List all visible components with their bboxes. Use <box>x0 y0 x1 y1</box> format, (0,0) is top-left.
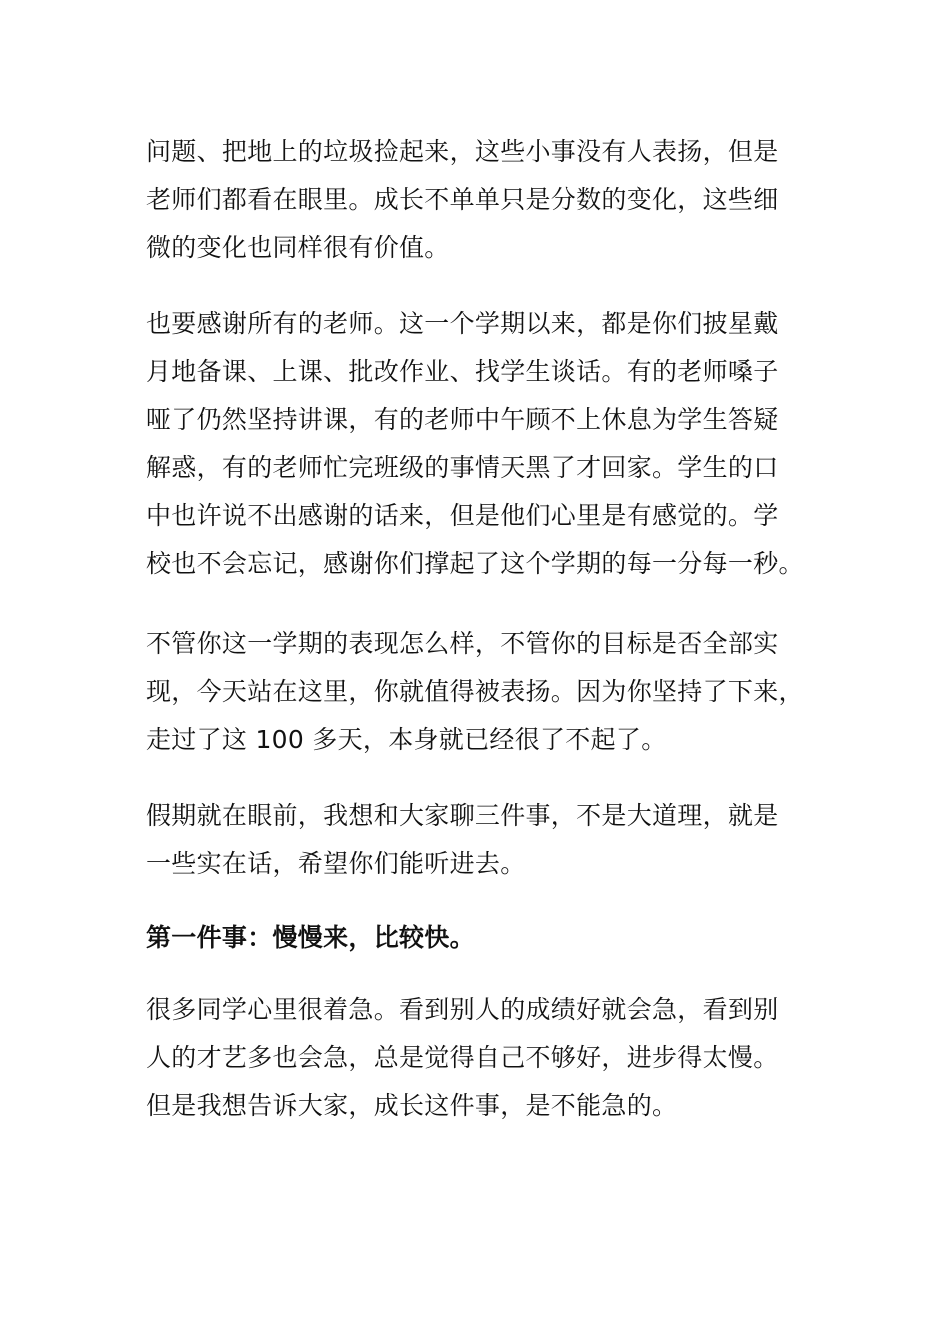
text-line: 中也许说不出感谢的话来，但是他们心里是有感觉的。学 <box>146 501 779 530</box>
text-line: 哑了仍然坚持讲课，有的老师中午顾不上休息为学生答疑 <box>146 405 779 434</box>
text-line: 假期就在眼前，我想和大家聊三件事，不是大道理，就是 <box>146 801 779 830</box>
text-line: 解惑，有的老师忙完班级的事情天黑了才回家。学生的口 <box>146 453 779 482</box>
text-line: 校也不会忘记，感谢你们撑起了这个学期的每一分每一秒。 <box>146 549 804 578</box>
text-line: 很多同学心里很着急。看到别人的成绩好就会急，看到别 <box>146 995 779 1024</box>
text-line: 月地备课、上课、批改作业、找学生谈话。有的老师嗓子 <box>146 357 779 386</box>
text-line: 走过了这 100 多天，本身就已经很了不起了。 <box>146 725 667 754</box>
text-line: 问题、把地上的垃圾捡起来，这些小事没有人表扬，但是 <box>146 137 779 166</box>
text-line: 但是我想告诉大家，成长这件事，是不能急的。 <box>146 1091 678 1120</box>
text-line: 一些实在话，希望你们能听进去。 <box>146 849 526 878</box>
paragraph-praise-small-things <box>146 128 806 272</box>
text-line: 人的才艺多也会急，总是觉得自己不够好，进步得太慢。 <box>146 1043 779 1072</box>
text-line: 老师们都看在眼里。成长不单单只是分数的变化，这些细 <box>146 185 779 214</box>
text-line: 也要感谢所有的老师。这一个学期以来，都是你们披星戴 <box>146 309 779 338</box>
text-line: 现，今天站在这里，你就值得被表扬。因为你坚持了下来， <box>146 677 804 706</box>
paragraph-three-things-intro <box>146 792 806 888</box>
text-line: 微的变化也同样很有价值。 <box>146 233 450 262</box>
paragraph-thank-teachers <box>146 300 806 588</box>
text-line: 不管你这一学期的表现怎么样，不管你的目标是否全部实 <box>146 629 779 658</box>
paragraph-worthy-of-praise <box>146 620 806 764</box>
paragraph-do-not-rush <box>146 986 806 1130</box>
section-heading-first-thing <box>146 914 806 962</box>
heading-text: 第一件事：慢慢来，比较快。 <box>146 923 475 952</box>
